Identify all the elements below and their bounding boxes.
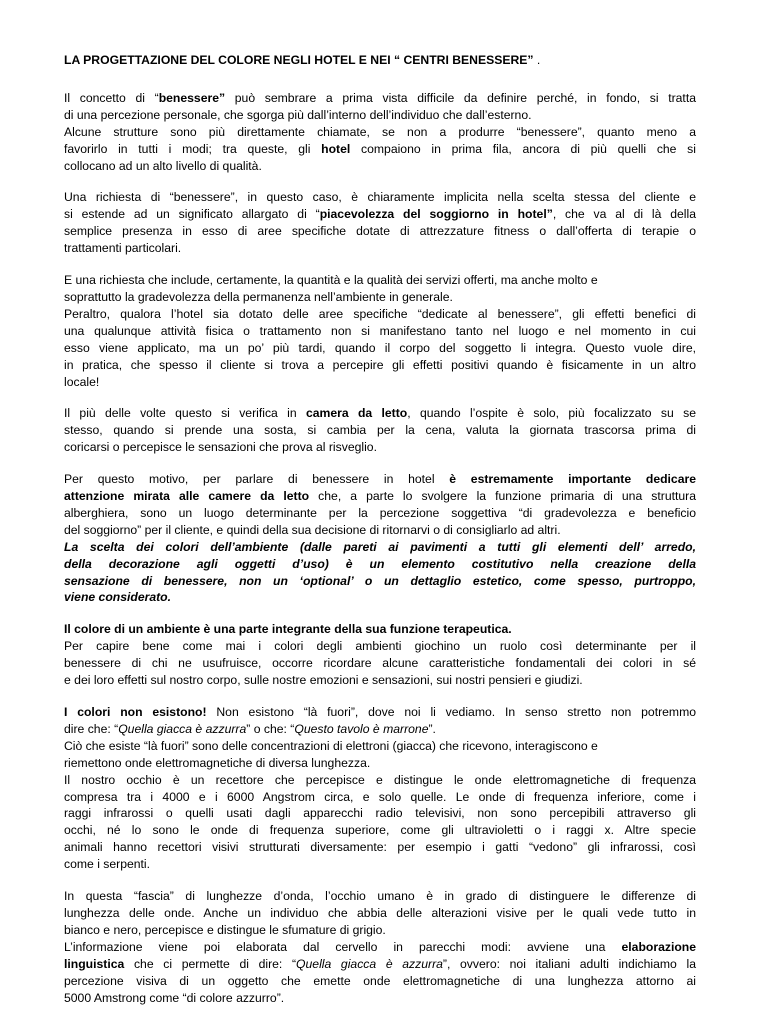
text-line: In questa “fascia” di lunghezze d’onda, l’occhio umano è in grado di distinguere le differenze di bbox=[64, 889, 696, 904]
document-page bbox=[64, 52, 696, 1021]
text-line: in pratica, che spesso il cliente si trova a percepire gli effetti positivi quando è fisicamente in un altro bbox=[64, 357, 696, 372]
title-tail: . bbox=[533, 53, 541, 67]
paragraph-4 bbox=[64, 405, 696, 456]
text-line: riemettono onde elettromagnetiche di diversa lunghezza. bbox=[64, 755, 371, 770]
text-line: favorirlo in tutti i modi; tra queste, gli hotel compaiono in prima fila, ancora di più quelli che si bbox=[64, 141, 696, 156]
paragraph-1 bbox=[64, 90, 696, 175]
text-line: si estende ad un significato allargato di “piacevolezza del soggiorno in hotel”, che va al di là della bbox=[64, 207, 696, 222]
text-line: Il più delle volte questo si verifica in camera da letto, quando l’ospite è solo, più focalizzato su se bbox=[64, 406, 696, 421]
text-line: esso viene applicato, ma un po’ più tardi, quando il corpo del soggetto li integra. Questo vuole dire, bbox=[64, 340, 696, 355]
text-line: di una percezione personale, che sgorga più dall’interno dell’individuo che dall’esterno. bbox=[64, 107, 532, 122]
text-line: percezione visiva di un oggetto che emette onde elettromagnetiche di una lunghezza attorno ai bbox=[64, 973, 696, 988]
text-line: L’informazione viene poi elaborata dal cervello in parecchi modi: avviene una elaborazione bbox=[64, 939, 696, 954]
text-line: Per capire bene come mai i colori degli ambienti giochino un ruolo così determinante per il bbox=[64, 639, 696, 654]
text-line: lunghezza delle onde. Anche un individuo che abbia delle alterazioni visive per le quali vede tutto in bbox=[64, 905, 696, 920]
text-line: Per questo motivo, per parlare di benessere in hotel è estremamente importante dedicare bbox=[64, 472, 696, 487]
text-line: bianco e nero, percepisce e distingue le sfumature di grigio. bbox=[64, 922, 386, 937]
text-line: 5000 Amstrong come “di colore azzurro”. bbox=[64, 990, 285, 1005]
paragraph-6 bbox=[64, 621, 696, 689]
text-line: e dei loro effetti sul nostro corpo, sulle nostre emozioni e sensazioni, sui nostri pensieri e giudizi. bbox=[64, 673, 583, 688]
text-line: benessere di chi ne usufruisce, occorre ricordare alcune caratteristiche fondamentali dei colori in sé bbox=[64, 656, 696, 671]
text-line: alberghiera, sono un luogo determinante per la percezione soggettiva “di gradevolezza e beneficio bbox=[64, 505, 696, 520]
document-title bbox=[64, 52, 696, 69]
text-line: E una richiesta che include, certamente, la quantità e la qualità dei servizi offerti, ma anche molto e bbox=[64, 273, 598, 288]
text-line: I colori non esistono! Non esistono “là fuori”, dove noi li vediamo. In senso stretto non potremmo bbox=[64, 705, 696, 719]
text-line: una qualunque attività fisica o trattamento non si manifestano tanto nel luogo e nel momento in cui bbox=[64, 323, 696, 338]
text-line: Una richiesta di “benessere”, in questo caso, è chiaramente implicita nella scelta stessa del cliente e bbox=[64, 190, 696, 205]
text-line: raggi infrarossi o quelli usati dagli apparecchi radio televisivi, non sono percepibili attraverso gli bbox=[64, 806, 696, 821]
paragraph-3 bbox=[64, 272, 696, 390]
text-line: Il concetto di “benessere” può sembrare a prima vista difficile da definire perché, in fondo, si tratta bbox=[64, 90, 696, 105]
text-line: occhi, né lo sono le onde di frequenza superiore, come gli ultravioletti o i raggi x. Altre specie bbox=[64, 823, 696, 838]
text-line: Alcune strutture sono più direttamente chiamate, se non a produrre “benessere”, quanto meno a bbox=[64, 124, 696, 139]
text-line: locale! bbox=[64, 374, 100, 389]
text-line: viene considerato. bbox=[64, 590, 172, 605]
text-line: dire che: “Quella giacca è azzurra” o che: “Questo tavolo è marrone”. bbox=[64, 721, 436, 736]
text-line: attenzione mirata alle camere da letto che, a parte lo svolgere la funzione primaria di una struttura bbox=[64, 489, 696, 504]
text-line: compresa tra i 4000 e i 6000 Angstrom circa, e solo quelle. Le onde di frequenza inferiore, come i bbox=[64, 789, 696, 804]
paragraph-7 bbox=[64, 704, 696, 873]
text-line: La scelta dei colori dell’ambiente (dalle pareti ai pavimenti a tutti gli elementi dell’ arredo, bbox=[64, 539, 696, 554]
text-line: del soggiorno” per il cliente, e quindi della sua decisione di ritornarvi o di consigliarlo ad altri. bbox=[64, 522, 561, 537]
text-line: Peraltro, qualora l’hotel sia dotato delle aree specifiche “dedicate al benessere”, gli effetti benefici di bbox=[64, 306, 696, 321]
title-text: LA PROGETTAZIONE DEL COLORE NEGLI HOTEL E NEI “ CENTRI BENESSERE” bbox=[64, 53, 534, 67]
text-line: come i serpenti. bbox=[64, 857, 151, 872]
text-line: collocano ad un alto livello di qualità. bbox=[64, 158, 262, 173]
paragraph-2 bbox=[64, 189, 696, 257]
text-line: coricarsi o percepisce le sensazioni che prova al risveglio. bbox=[64, 440, 377, 455]
text-line: semplice presenza in esso di aree specifiche dotate di attrezzature fitness o dall’offerta di terapie o bbox=[64, 224, 696, 239]
text-line: trattamenti particolari. bbox=[64, 241, 182, 256]
text-line: sensazione di benessere, non un ‘optional’ o un dettaglio estetico, come spesso, purtroppo, bbox=[64, 573, 696, 588]
text-line: Ciò che esiste “là fuori” sono delle concentrazioni di elettroni (giacca) che ricevono, interagiscono e bbox=[64, 738, 598, 753]
text-line: animali hanno recettori visivi strutturati diversamente: per esempio i gatti “vedono” gli infrarossi, così bbox=[64, 840, 696, 855]
text-line: della decorazione agli oggetti d’uso) è un elemento costitutivo nella creazione della bbox=[64, 556, 696, 571]
paragraph-8 bbox=[64, 888, 696, 1006]
text-line: soprattutto la gradevolezza della permanenza nell’ambiente in generale. bbox=[64, 289, 453, 304]
paragraph-5 bbox=[64, 471, 696, 606]
text-line: Il colore di un ambiente è una parte integrante della sua funzione terapeutica. bbox=[64, 622, 512, 637]
text-line: stesso, quando si prende una sosta, si cambia per la cena, valuta la giornata trascorsa prima di bbox=[64, 423, 696, 438]
text-line: linguistica che ci permette di dire: “Quella giacca è azzurra”, ovvero: noi italiani adulti indichiamo la bbox=[64, 956, 696, 971]
text-line: Il nostro occhio è un recettore che percepisce e distingue le onde elettromagnetiche di frequenza bbox=[64, 772, 696, 787]
